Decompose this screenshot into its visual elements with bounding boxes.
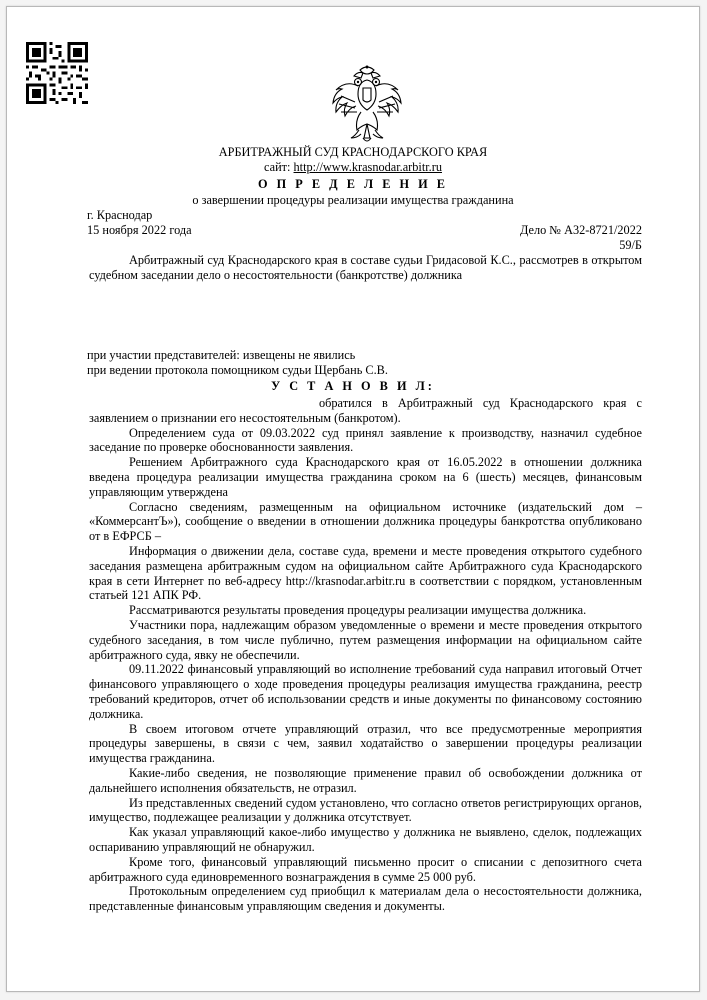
site-link[interactable]: http://www.krasnodar.arbitr.ru xyxy=(293,160,442,174)
paragraph: Из представленных сведений судом установлено, что согласно ответов регистрирующих органов, имущество, подлежащее реализации у должника отсутствует. xyxy=(89,795,642,825)
site-label: сайт: xyxy=(264,160,291,174)
intro-text: Арбитражный суд Краснодарского края в составе судьи Гридасовой К.С., рассмотрев в открытом судебном заседании дело о несостоятельности (банкротстве) должника xyxy=(89,253,642,282)
document-subject: о завершении процедуры реализации имущества гражданина xyxy=(192,193,514,207)
case-suffix: 59/Б xyxy=(619,238,642,252)
document-title: О П Р Е Д Е Л Е Н И Е xyxy=(258,177,448,191)
established-heading: У С Т А Н О В И Л: xyxy=(271,379,435,393)
paragraph: Протокольным определением суд приобщил к материалам дела о несостоятельности должника, представленные финансовым управляющим сведения и документы. xyxy=(89,884,642,914)
court-name: АРБИТРАЖНЫЙ СУД КРАСНОДАРСКОГО КРАЯ xyxy=(218,145,488,159)
paragraph: Как указал управляющий какое-либо имущество у должника не выявлено, сделок, подлежащих оспариванию управляющий не обнаружил. xyxy=(89,825,642,854)
document-page xyxy=(6,6,700,992)
paragraph: Участники пора, надлежащим образом уведомленные о времени и месте проведения открытого судебного заседания, в том числе публично, путем размещения информации на официальном сайте арбитражного суда, явку не обеспечили. xyxy=(89,617,642,662)
paragraph: обратился в Арбитражный суд Краснодарского края с заявлением о признании его несостоятельным (банкротом). xyxy=(89,396,642,425)
city: г. Краснодар xyxy=(87,208,153,222)
paragraph: В своем итоговом отчете управляющий отразил, что все предусмотренные мероприятия процедуры завершены, в связи с чем, заявил ходатайство о завершении процедуры реализации имущества гражданина. xyxy=(89,721,642,766)
paragraph: Определением суда от 09.03.2022 суд принял заявление к производству, назначил судебное заседание по проверке обоснованности заявления. xyxy=(89,425,642,455)
coat-of-arms-icon xyxy=(329,62,405,148)
paragraph: Какие-либо сведения, не позволяющие применение правил об освобождении должника от дальнейшего исполнения обязательств, не отразил. xyxy=(89,765,642,795)
protocol-line: при ведении протокола помощником судьи Щербань С.В. xyxy=(87,363,388,377)
paragraph: Решением Арбитражного суда Краснодарского края от 16.05.2022 в отношении должника введена процедура реализации имущества гражданина сроком на 6 (шесть) месяцев, финансовым управляющим утверждена xyxy=(89,455,642,499)
paragraph: Кроме того, финансовый управляющий письменно просит о списании с депозитного счета арбитражного суда единовременного вознаграждения в сумме 25 000 руб. xyxy=(89,854,642,884)
decision-date: 15 ноября 2022 года xyxy=(87,223,192,237)
paragraph: Согласно сведениям, размещенным на официальном источнике (издательский дом – «КоммерсантЪ»), сообщение о введении в отношении должника процедуры банкротства опубликовано от в ЕФРСБ – xyxy=(89,499,642,544)
paragraph: Рассматриваются результаты проведения процедуры реализации имущества должника. xyxy=(129,603,587,618)
intro-paragraph xyxy=(89,253,642,283)
qr-code-icon xyxy=(26,42,88,104)
case-number: Дело № А32-8721/2022 xyxy=(519,223,642,237)
paragraph: 09.11.2022 финансовый управляющий во исполнение требований суда направил итоговый Отчет финансового управляющего о ходе проведения процедуры реализация имущества гражданина, реестр требований кредиторов, отчет об использовании средств и иные документы по финансовому состоянию должника. xyxy=(89,662,642,721)
document-body xyxy=(89,396,642,914)
attendance-line: при участии представителей: извещены не явились xyxy=(87,348,356,362)
court-site xyxy=(7,160,699,175)
paragraph: Информация о движении дела, составе суда, времени и месте проведения открытого судебного заседания размещена арбитражным судом на официальном сайте Арбитражного суда Краснодарского края в сети Интернет по веб-адресу http://krasnodar.arbitr.ru в соответствии с порядком, установленным статьей 121 АПК РФ. xyxy=(89,543,642,603)
